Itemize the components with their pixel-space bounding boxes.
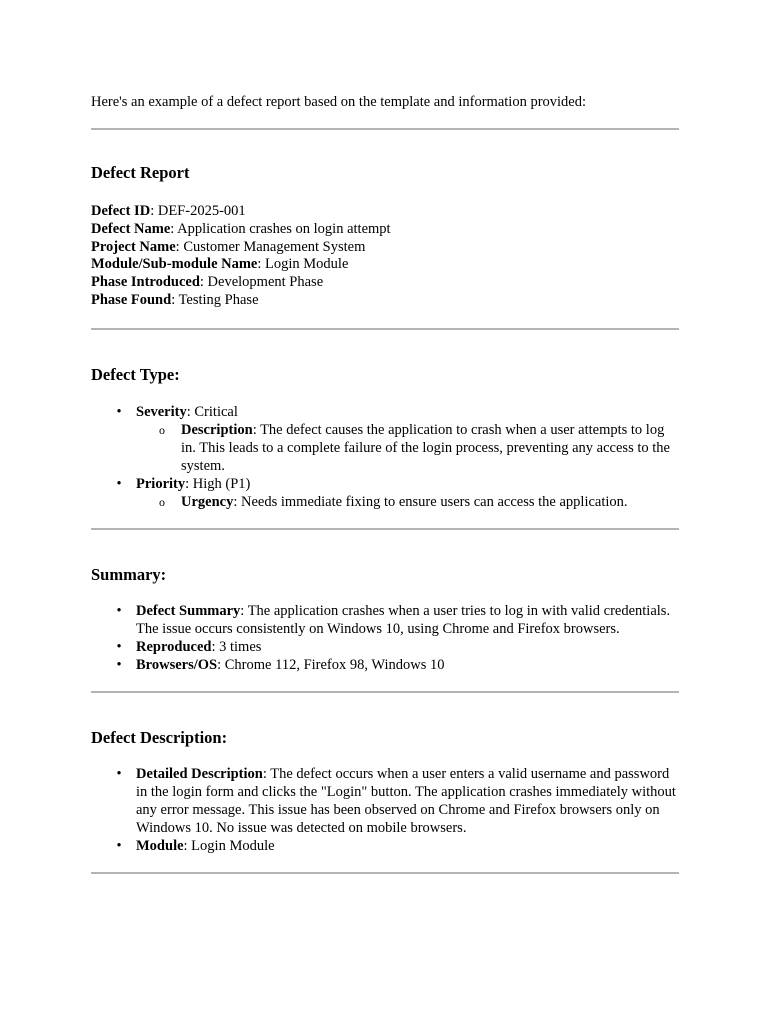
item-value: : The defect occurs when a user enters a valid username and password in the login form and clicks the "Login" button. The application crashes immediately without any error message. This issue has been observed on Chrome and Firefox browsers only on Windows 10. No issue was detected on mobile browsers. [136, 765, 676, 836]
bullet: • [116, 656, 122, 673]
defect-type-heading: Defect Type: [91, 364, 180, 384]
item-label: Priority [136, 475, 186, 492]
item-label: Reproduced [136, 638, 212, 655]
field-label: Defect ID [91, 203, 151, 219]
divider [91, 328, 679, 330]
report-heading: Defect Report [91, 163, 190, 182]
field-label: Project Name [91, 238, 176, 255]
field-project-name [91, 239, 679, 257]
report-fields [91, 203, 679, 310]
bullet: • [116, 602, 122, 619]
item-value: : High (P1) [185, 475, 251, 492]
sub-item-description [136, 421, 679, 475]
sub-bullet: o [159, 494, 165, 509]
intro-text: Here's an example of a defect report based on the template and information provided: [91, 94, 587, 110]
field-value: : Customer Management System [175, 238, 366, 255]
divider [91, 128, 679, 130]
severity-sub-list [136, 421, 679, 475]
list-item [91, 638, 679, 656]
field-label: Phase Found [91, 291, 172, 308]
field-value: : DEF-2025-001 [150, 203, 246, 219]
document-page [91, 93, 679, 874]
list-item-priority [91, 475, 679, 511]
item-label: Urgency [181, 493, 234, 510]
item-value: : Needs immediate fixing to ensure users can access the application. [233, 493, 628, 510]
field-value: : Development Phase [199, 274, 324, 291]
list-item [91, 602, 679, 638]
field-value: : Application crashes on login attempt [170, 220, 391, 237]
item-label: Description [181, 421, 253, 438]
list-item [91, 765, 679, 837]
item-label: Severity [136, 403, 187, 420]
list-item [91, 837, 679, 855]
field-value: : Testing Phase [171, 291, 259, 308]
divider [91, 528, 679, 530]
field-label: Defect Name [91, 220, 171, 237]
summary-list [91, 602, 679, 674]
bullet: • [116, 403, 122, 420]
item-value: : Chrome 112, Firefox 98, Windows 10 [217, 656, 445, 673]
field-defect-id [91, 203, 679, 221]
bullet: • [116, 638, 122, 655]
bullet: • [116, 765, 122, 782]
list-item [91, 656, 679, 674]
field-defect-name [91, 221, 679, 239]
field-phase-found [91, 292, 679, 310]
field-label: Module/Sub-module Name [91, 256, 258, 273]
summary-heading: Summary: [91, 564, 167, 584]
item-value: : Login Module [183, 837, 275, 854]
priority-sub-list [136, 493, 679, 511]
bullet: • [116, 837, 122, 854]
sub-bullet: o [159, 422, 165, 437]
description-heading: Defect Description: [91, 727, 228, 747]
item-label: Detailed Description [136, 765, 263, 782]
item-value: : The application crashes when a user tries to log in with valid credentials. The issue occurs consistently on Windows 10, using Chrome and Firefox browsers. [136, 602, 671, 637]
bullet: • [116, 475, 122, 492]
description-list [91, 765, 679, 855]
defect-type-list [91, 403, 679, 511]
item-label: Browsers/OS [136, 656, 218, 673]
item-value: : Critical [186, 403, 238, 420]
divider [91, 691, 679, 693]
item-label: Module [136, 837, 184, 854]
field-phase-introduced [91, 274, 679, 292]
field-value: : Login Module [257, 256, 349, 273]
divider [91, 872, 679, 874]
sub-item-urgency [136, 493, 679, 511]
field-label: Phase Introduced [91, 274, 200, 291]
list-item-severity [91, 403, 679, 475]
item-label: Defect Summary [136, 602, 241, 619]
item-value: : 3 times [211, 638, 262, 655]
item-value: : The defect causes the application to crash when a user attempts to log in. This leads to a complete failure of the login process, preventing any access to the system. [181, 421, 670, 474]
field-module-name [91, 256, 679, 274]
